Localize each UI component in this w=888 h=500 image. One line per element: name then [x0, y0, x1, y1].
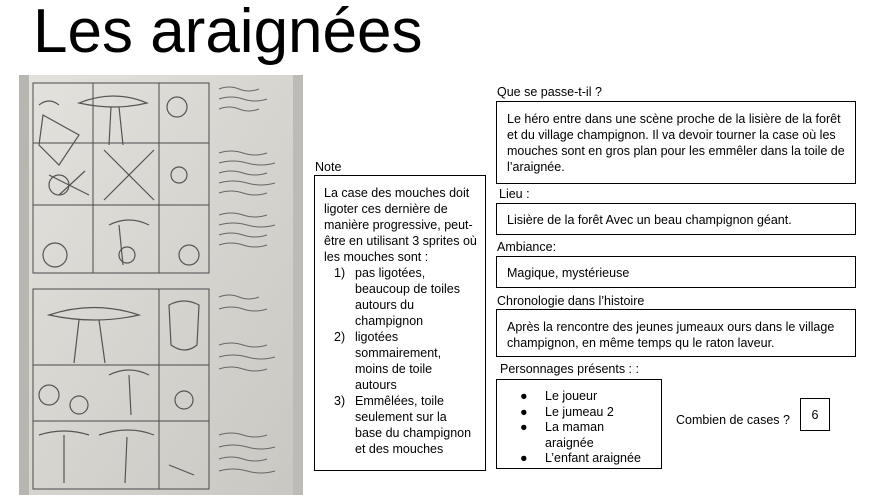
note-item — [324, 329, 477, 393]
character-item — [503, 420, 655, 451]
chrono-label: Chronologie dans l’histoire — [497, 294, 645, 308]
count-value: 6 — [811, 408, 819, 422]
what-box — [496, 101, 856, 184]
what-label: Que se passe-t-il ? — [497, 85, 602, 99]
count-box — [800, 398, 830, 431]
chrono-box — [496, 309, 856, 357]
bullet-icon: ● — [520, 451, 528, 465]
bullet-icon: ● — [520, 389, 528, 403]
note-item-text: ligotées sommairement, moins de toile autours — [355, 330, 442, 392]
note-item — [324, 265, 477, 329]
character-item — [503, 451, 655, 467]
note-item-number: 2) — [334, 330, 346, 344]
page-title: Les araignées — [33, 0, 423, 66]
mood-label: Ambiance: — [497, 240, 557, 254]
note-label: Note — [315, 160, 342, 174]
count-label: Combien de cases ? — [676, 413, 790, 427]
note-intro: La case des mouches doit ligoter ces dernière de manière progressive, peut-être en utilisant 3 sprites où les mouches sont : — [324, 186, 477, 264]
note-item-number: 3) — [334, 394, 346, 408]
note-item-text: pas ligotées, beaucoup de toiles autours du champignon — [355, 266, 460, 328]
note-item-number: 1) — [334, 266, 346, 280]
note-item-text: Emmêlées, toile seulement sur la base du champignon et des mouches — [355, 394, 472, 456]
storyboard-photo — [19, 75, 303, 495]
characters-list — [503, 389, 655, 467]
note-item — [324, 393, 477, 457]
what-text: Le héro entre dans une scène proche de la lisière de la forêt et du village champignon. Il va devoir tourner la case où les mouches sont en gros plan pour les emmêler dans la toile de l’araignée. — [507, 112, 845, 174]
character-item — [503, 389, 655, 405]
bullet-icon: ● — [520, 420, 528, 434]
characters-box — [496, 379, 662, 469]
character-item — [503, 405, 655, 421]
chrono-text: Après la rencontre des jeunes jumeaux ours dans le village champignon, en même temps qu le raton laveur. — [507, 320, 835, 350]
mood-box — [496, 256, 856, 288]
bullet-icon: ● — [520, 404, 528, 419]
place-text: Lisière de la forêt Avec un beau champignon géant. — [507, 213, 792, 227]
character-name: Le joueur — [545, 389, 598, 403]
characters-label: Personnages présents : : — [500, 362, 639, 376]
character-name: La maman araignée — [545, 420, 605, 450]
character-name: L’enfant araignée — [545, 451, 641, 465]
character-name: Le jumeau 2 — [545, 404, 614, 419]
place-box — [496, 203, 856, 235]
place-label: Lieu : — [499, 187, 530, 201]
note-box — [314, 175, 486, 471]
note-list — [324, 265, 477, 457]
mood-text: Magique, mystérieuse — [507, 266, 630, 280]
